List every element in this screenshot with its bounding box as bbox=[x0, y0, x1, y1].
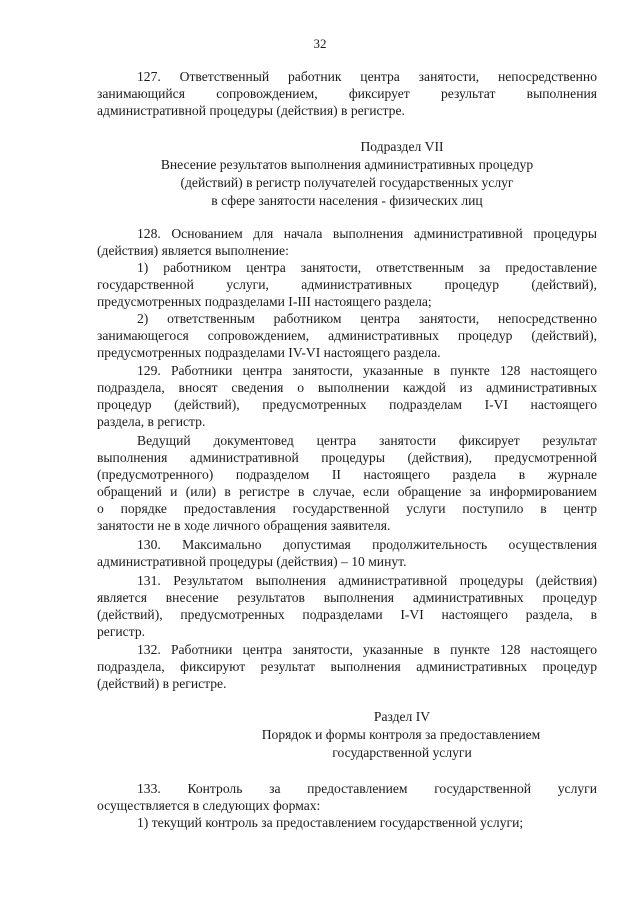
text-line: подраздела, фиксируют результат выполнения административных процедур bbox=[97, 659, 597, 674]
section-line: государственной услуги bbox=[332, 745, 472, 760]
text-line: занятости не в ходе личного обращения заявителя. bbox=[97, 518, 391, 533]
text-line: (действий), предусмотренных подразделами I-VI настоящего раздела, в bbox=[97, 607, 597, 622]
text-line: подраздела, вносят сведения о выполнении каждой из административных bbox=[97, 380, 597, 395]
section-line: Порядок и формы контроля за предоставлением bbox=[261, 727, 541, 742]
text-line: 1) работником центра занятости, ответственным за предоставление bbox=[137, 260, 597, 275]
text-line: 1) текущий контроль за предоставлением государственной услуги; bbox=[137, 815, 524, 830]
subsection-line: (действий) в регистр получателей государственных услуг bbox=[180, 175, 514, 190]
text-line: административной процедуры (действия) – 10 минут. bbox=[97, 554, 407, 569]
text-line: занимающийся сопровождением, фиксирует результат выполнения bbox=[97, 86, 597, 101]
paragraph-133 bbox=[97, 780, 597, 831]
page-number: 32 bbox=[313, 36, 327, 51]
text-line: 130. Максимально допустимая продолжительность осуществления bbox=[137, 537, 597, 552]
text-line: 2) ответственным работником центра занятости, непосредственно bbox=[137, 311, 597, 326]
paragraph-129 bbox=[97, 362, 597, 430]
text-line: 129. Работники центра занятости, указанные в пункте 128 настоящего bbox=[137, 363, 597, 378]
text-line: предусмотренных подразделами IV-VI настоящего раздела. bbox=[97, 345, 441, 360]
paragraph-132 bbox=[97, 641, 597, 692]
paragraph-127 bbox=[97, 68, 597, 119]
text-line: о порядке предоставления государственной услуги поступило в центр bbox=[97, 501, 597, 516]
text-line: регистр. bbox=[97, 624, 146, 639]
text-line: 133. Контроль за предоставлением государственной услуги bbox=[137, 781, 597, 796]
paragraph-130 bbox=[97, 536, 597, 570]
paragraph-lead-specialist bbox=[97, 432, 597, 534]
text-line: 128. Основанием для начала выполнения административной процедуры bbox=[137, 226, 597, 241]
text-line: процедур (действий), предусмотренных подразделам I-VI настоящего bbox=[97, 397, 597, 412]
text-line: выполнения административной процедуры (действия), предусмотренной bbox=[97, 450, 597, 465]
section-heading bbox=[97, 708, 597, 762]
subsection-line: Внесение результатов выполнения административных процедур bbox=[160, 157, 534, 172]
text-line: предусмотренных подразделами I-III настоящего раздела; bbox=[97, 294, 432, 309]
text-line: обращений и (или) в регистре в случае, если обращение за информированием bbox=[97, 484, 597, 499]
text-line: раздела, в регистр. bbox=[97, 414, 206, 429]
paragraph-131 bbox=[97, 572, 597, 640]
text-line: является внесение результатов выполнения административных процедур bbox=[97, 590, 597, 605]
subsection-title: Подраздел VII bbox=[360, 139, 444, 154]
text-line: (предусмотренного) подразделом II настоящего раздела в журнале bbox=[97, 467, 597, 482]
text-line: 131. Результатом выполнения административной процедуры (действия) bbox=[137, 573, 597, 588]
text-line: занимающегося сопровождением, административных процедур (действий), bbox=[97, 328, 597, 343]
text-line: 127. Ответственный работник центра занятости, непосредственно bbox=[137, 69, 597, 84]
text-line: государственной услуги, административных процедур (действий), bbox=[97, 277, 597, 292]
text-line: (действия) является выполнение: bbox=[97, 243, 289, 258]
subsection-line: в сфере занятости населения - физических лиц bbox=[211, 193, 483, 208]
text-line: Ведущий документовед центра занятости фиксирует результат bbox=[137, 433, 597, 448]
subsection-heading bbox=[97, 138, 597, 210]
text-line: осуществляется в следующих формах: bbox=[97, 798, 321, 813]
text-line: (действий) в регистре. bbox=[97, 676, 227, 691]
paragraph-128 bbox=[97, 225, 597, 361]
text-line: 132. Работники центра занятости, указанные в пункте 128 настоящего bbox=[137, 642, 597, 657]
section-title: Раздел IV bbox=[373, 709, 431, 724]
text-line: административной процедуры (действия) в регистре. bbox=[97, 103, 405, 118]
